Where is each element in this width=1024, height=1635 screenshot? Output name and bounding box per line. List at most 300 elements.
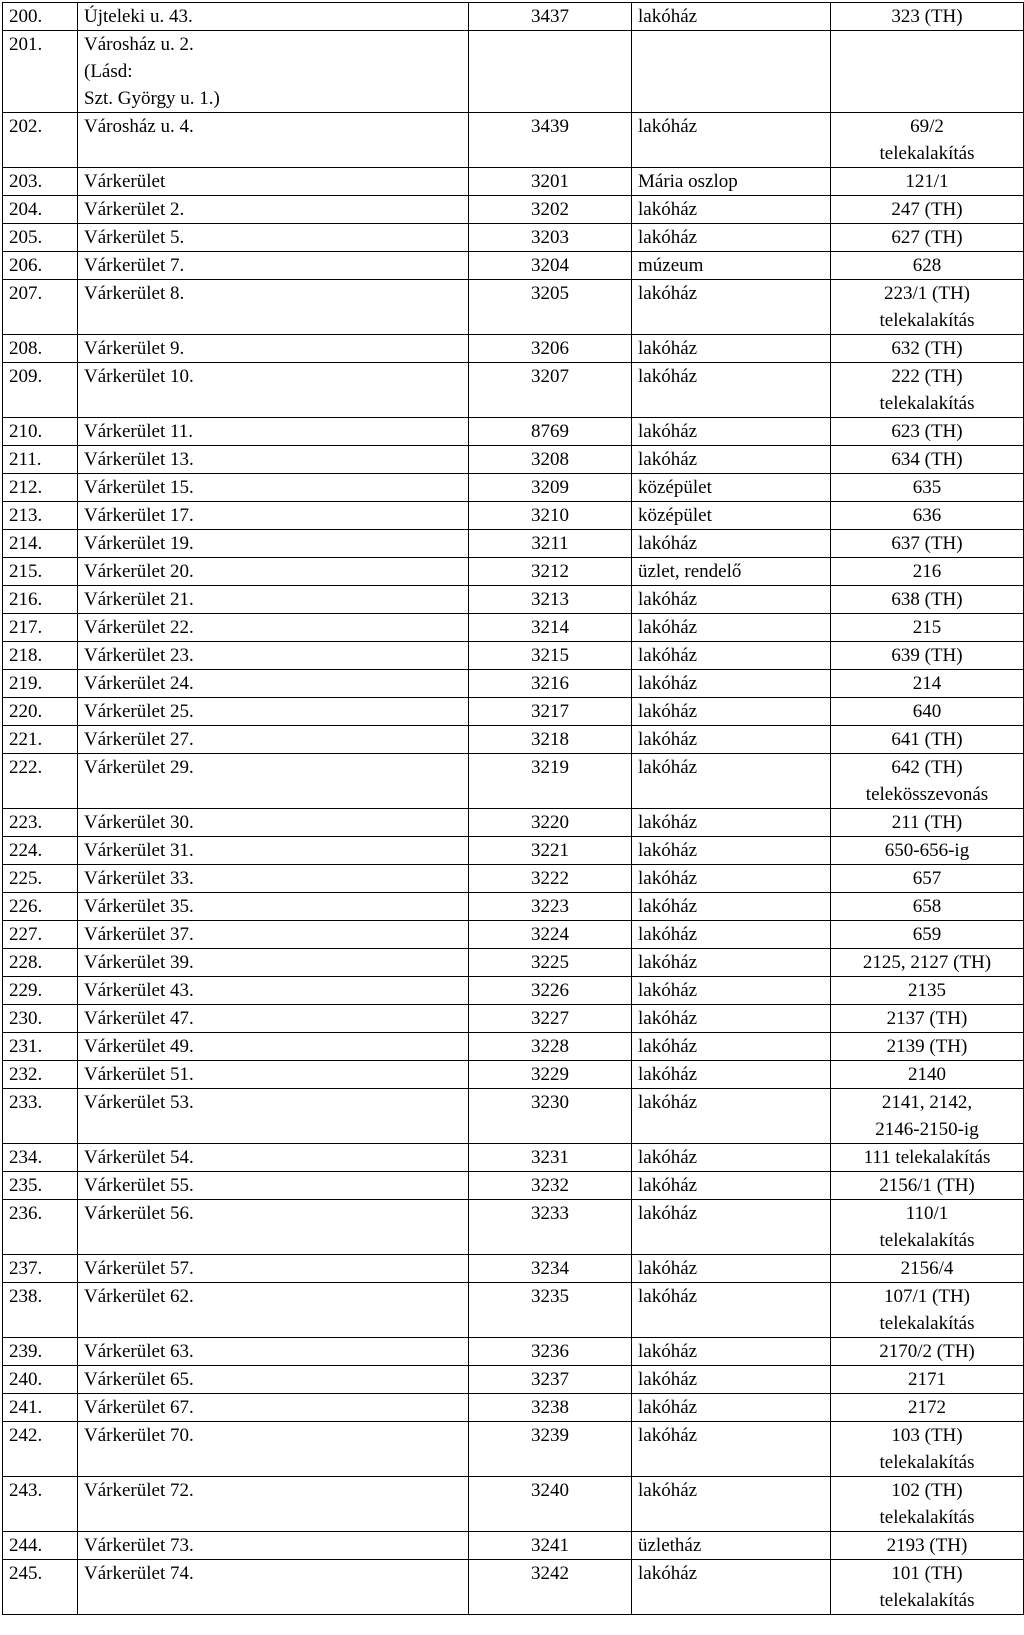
plot-reference-line: 650-656-ig — [884, 840, 970, 861]
row-number-cell — [3, 1366, 78, 1394]
address-cell — [78, 224, 469, 252]
row-number: 201. — [9, 34, 43, 55]
plot-reference-line: 640 — [912, 701, 942, 722]
address-cell — [78, 1338, 469, 1366]
table-row — [3, 1172, 1024, 1200]
row-number: 215. — [9, 561, 43, 582]
parcel-number-cell — [469, 949, 632, 977]
parcel-number: 3437 — [531, 6, 569, 27]
building-use: lakóház — [638, 421, 698, 442]
building-use-cell — [632, 252, 831, 280]
plot-reference-line: 636 — [912, 505, 942, 526]
plot-reference-line: 658 — [912, 896, 942, 917]
row-number: 218. — [9, 645, 43, 666]
plot-reference-line: telekösszevonás — [865, 784, 989, 805]
table-row — [3, 418, 1024, 446]
parcel-number: 3214 — [531, 617, 569, 638]
address-line: Várkerület 70. — [84, 1425, 194, 1446]
address-line: Várkerület 67. — [84, 1397, 194, 1418]
parcel-number-cell — [469, 474, 632, 502]
table-row — [3, 1477, 1024, 1532]
row-number-cell — [3, 502, 78, 530]
row-number: 203. — [9, 171, 43, 192]
plot-reference-line: 223/1 (TH) — [883, 283, 970, 304]
address-cell — [78, 1394, 469, 1422]
building-use-cell — [632, 1394, 831, 1422]
row-number: 242. — [9, 1425, 43, 1446]
table-row — [3, 558, 1024, 586]
table-row — [3, 977, 1024, 1005]
building-use-cell — [632, 1283, 831, 1338]
parcel-number-cell — [469, 670, 632, 698]
parcel-number: 8769 — [531, 421, 569, 442]
plot-reference-line: 2193 (TH) — [886, 1535, 968, 1556]
row-number-cell — [3, 335, 78, 363]
parcel-number-cell — [469, 893, 632, 921]
address-line: Várkerület 63. — [84, 1341, 194, 1362]
row-number-cell — [3, 1422, 78, 1477]
row-number-cell — [3, 1477, 78, 1532]
address-cell — [78, 474, 469, 502]
parcel-number-cell — [469, 921, 632, 949]
row-number: 228. — [9, 952, 43, 973]
building-use: lakóház — [638, 924, 698, 945]
address-cell — [78, 335, 469, 363]
table-row — [3, 502, 1024, 530]
parcel-number-cell — [469, 1200, 632, 1255]
parcel-number-cell — [469, 196, 632, 224]
address-line: (Lásd: — [84, 61, 133, 82]
plot-reference-cell — [831, 474, 1024, 502]
row-number: 231. — [9, 1036, 43, 1057]
table-row — [3, 474, 1024, 502]
plot-reference-line: 638 (TH) — [891, 589, 963, 610]
address-cell — [78, 893, 469, 921]
parcel-number: 3202 — [531, 199, 569, 220]
table-row — [3, 1283, 1024, 1338]
row-number-cell — [3, 31, 78, 113]
parcel-number: 3207 — [531, 366, 569, 387]
row-number: 205. — [9, 227, 43, 248]
building-use: lakóház — [638, 1008, 698, 1029]
building-use: lakóház — [638, 199, 698, 220]
plot-reference-line: 639 (TH) — [891, 645, 963, 666]
parcel-number-cell — [469, 335, 632, 363]
building-use: lakóház — [638, 1369, 698, 1390]
parcel-number-cell — [469, 1144, 632, 1172]
plot-reference-line: 634 (TH) — [891, 449, 963, 470]
plot-reference-cell — [831, 363, 1024, 418]
address-line: Várkerület — [84, 171, 166, 192]
building-use-cell — [632, 698, 831, 726]
table-row — [3, 726, 1024, 754]
address-line: Városház u. 2. — [84, 34, 194, 55]
building-use: lakóház — [638, 617, 698, 638]
plot-reference-line: telekalakítás — [879, 393, 975, 414]
parcel-number-cell — [469, 642, 632, 670]
plot-reference-cell — [831, 586, 1024, 614]
parcel-number-cell — [469, 1005, 632, 1033]
table-row — [3, 614, 1024, 642]
building-use: lakóház — [638, 533, 698, 554]
table-row — [3, 1033, 1024, 1061]
address-line: Várkerület 43. — [84, 980, 194, 1001]
plot-reference-line: 216 — [912, 561, 942, 582]
row-number: 227. — [9, 924, 43, 945]
row-number-cell — [3, 642, 78, 670]
parcel-number-cell — [469, 1283, 632, 1338]
parcel-number: 3229 — [531, 1064, 569, 1085]
address-line: Újteleki u. 43. — [84, 6, 193, 27]
building-use-cell — [632, 558, 831, 586]
row-number-cell — [3, 837, 78, 865]
row-number-cell — [3, 670, 78, 698]
row-number: 220. — [9, 701, 43, 722]
table-row — [3, 363, 1024, 418]
building-use-cell — [632, 446, 831, 474]
parcel-number: 3239 — [531, 1425, 569, 1446]
row-number: 233. — [9, 1092, 43, 1113]
parcel-number: 3210 — [531, 505, 569, 526]
row-number-cell — [3, 1172, 78, 1200]
plot-reference-cell — [831, 418, 1024, 446]
row-number-cell — [3, 168, 78, 196]
parcel-number-cell — [469, 363, 632, 418]
plot-reference-cell — [831, 1394, 1024, 1422]
row-number: 226. — [9, 896, 43, 917]
row-number: 243. — [9, 1480, 43, 1501]
parcel-number: 3232 — [531, 1175, 569, 1196]
parcel-number-cell — [469, 168, 632, 196]
parcel-number-cell — [469, 977, 632, 1005]
parcel-number-cell — [469, 614, 632, 642]
row-number-cell — [3, 1144, 78, 1172]
building-use: Mária oszlop — [638, 171, 738, 192]
plot-reference-cell — [831, 614, 1024, 642]
row-number-cell — [3, 446, 78, 474]
parcel-number: 3439 — [531, 116, 569, 137]
address-line: Várkerület 74. — [84, 1563, 194, 1584]
parcel-number-cell — [469, 1532, 632, 1560]
address-line: Várkerület 54. — [84, 1147, 194, 1168]
building-use: lakóház — [638, 840, 698, 861]
plot-reference-cell — [831, 31, 1024, 113]
parcel-number: 3217 — [531, 701, 569, 722]
row-number: 209. — [9, 366, 43, 387]
plot-reference-line: 641 (TH) — [891, 729, 963, 750]
row-number-cell — [3, 614, 78, 642]
plot-reference-cell — [831, 3, 1024, 31]
plot-reference-cell — [831, 113, 1024, 168]
parcel-number-cell — [469, 252, 632, 280]
address-line: Várkerület 37. — [84, 924, 194, 945]
table-row — [3, 670, 1024, 698]
plot-reference-line: 632 (TH) — [891, 338, 963, 359]
address-cell — [78, 1005, 469, 1033]
building-use: lakóház — [638, 729, 698, 750]
address-cell — [78, 168, 469, 196]
table-row — [3, 893, 1024, 921]
address-line: Várkerület 21. — [84, 589, 194, 610]
address-line: Várkerület 31. — [84, 840, 194, 861]
address-cell — [78, 1033, 469, 1061]
table-row — [3, 335, 1024, 363]
table-row — [3, 1144, 1024, 1172]
address-cell — [78, 252, 469, 280]
address-line: Várkerület 23. — [84, 645, 194, 666]
building-use-cell — [632, 921, 831, 949]
parcel-number-cell — [469, 1560, 632, 1615]
building-use: középület — [638, 505, 712, 526]
table-row — [3, 809, 1024, 837]
parcel-number: 3209 — [531, 477, 569, 498]
plot-reference-cell — [831, 670, 1024, 698]
plot-reference-line: 635 — [912, 477, 942, 498]
address-line: Várkerület 62. — [84, 1286, 194, 1307]
plot-reference-cell — [831, 893, 1024, 921]
address-line: Várkerület 29. — [84, 757, 194, 778]
plot-reference-line: 69/2 — [910, 116, 944, 137]
row-number-cell — [3, 1089, 78, 1144]
plot-reference-cell — [831, 1172, 1024, 1200]
row-number-cell — [3, 1532, 78, 1560]
building-use-cell — [632, 1172, 831, 1200]
table-row — [3, 1200, 1024, 1255]
building-use-cell — [632, 1089, 831, 1144]
plot-reference-cell — [831, 1532, 1024, 1560]
building-use: lakóház — [638, 1203, 698, 1224]
row-number: 219. — [9, 673, 43, 694]
parcel-number: 3240 — [531, 1480, 569, 1501]
parcel-number-cell — [469, 113, 632, 168]
address-cell — [78, 809, 469, 837]
row-number: 213. — [9, 505, 43, 526]
building-use: lakóház — [638, 1258, 698, 1279]
building-use-cell — [632, 168, 831, 196]
address-line: Várkerület 11. — [84, 421, 194, 442]
address-line: Várkerület 8. — [84, 283, 185, 304]
address-cell — [78, 642, 469, 670]
plot-reference-cell — [831, 1005, 1024, 1033]
building-use-cell — [632, 1144, 831, 1172]
row-number: 206. — [9, 255, 43, 276]
parcel-number-cell — [469, 754, 632, 809]
address-cell — [78, 670, 469, 698]
address-line: Várkerület 24. — [84, 673, 194, 694]
address-line: Várkerület 49. — [84, 1036, 194, 1057]
address-cell — [78, 1255, 469, 1283]
building-use: lakóház — [638, 1397, 698, 1418]
building-use: lakóház — [638, 1064, 698, 1085]
row-number: 211. — [9, 449, 42, 470]
parcel-number: 3208 — [531, 449, 569, 470]
row-number-cell — [3, 949, 78, 977]
address-line: Várkerület 7. — [84, 255, 185, 276]
address-cell — [78, 586, 469, 614]
row-number-cell — [3, 921, 78, 949]
address-cell — [78, 1200, 469, 1255]
parcel-number-cell — [469, 1366, 632, 1394]
plot-reference-cell — [831, 1033, 1024, 1061]
plot-reference-cell — [831, 726, 1024, 754]
row-number: 238. — [9, 1286, 43, 1307]
plot-reference-line: 2125, 2127 (TH) — [862, 952, 992, 973]
row-number-cell — [3, 3, 78, 31]
table-body — [3, 3, 1024, 1615]
address-line: Várkerület 65. — [84, 1369, 194, 1390]
plot-reference-line: telekalakítás — [879, 143, 975, 164]
row-number: 234. — [9, 1147, 43, 1168]
building-use-cell — [632, 754, 831, 809]
table-row — [3, 642, 1024, 670]
row-number-cell — [3, 809, 78, 837]
plot-reference-line: 2170/2 (TH) — [879, 1341, 975, 1362]
parcel-number: 3241 — [531, 1535, 569, 1556]
plot-reference-cell — [831, 949, 1024, 977]
plot-reference-cell — [831, 280, 1024, 335]
parcel-number: 3215 — [531, 645, 569, 666]
plot-reference-line: 2146-2150-ig — [875, 1119, 979, 1140]
row-number: 225. — [9, 868, 43, 889]
plot-reference-line: 628 — [912, 255, 942, 276]
table-row — [3, 280, 1024, 335]
building-use: lakóház — [638, 1480, 698, 1501]
address-cell — [78, 363, 469, 418]
plot-reference-line: 2135 — [908, 980, 946, 1001]
row-number: 202. — [9, 116, 43, 137]
row-number-cell — [3, 530, 78, 558]
row-number: 244. — [9, 1535, 43, 1556]
plot-reference-cell — [831, 168, 1024, 196]
plot-reference-cell — [831, 698, 1024, 726]
address-cell — [78, 1089, 469, 1144]
address-line: Várkerület 47. — [84, 1008, 194, 1029]
plot-reference-cell — [831, 1144, 1024, 1172]
address-line: Várkerület 25. — [84, 701, 194, 722]
address-cell — [78, 418, 469, 446]
building-use-cell — [632, 3, 831, 31]
row-number-cell — [3, 1061, 78, 1089]
parcel-number: 3226 — [531, 980, 569, 1001]
parcel-number-cell — [469, 1255, 632, 1283]
address-line: Várkerület 51. — [84, 1064, 194, 1085]
address-cell — [78, 1422, 469, 1477]
address-cell — [78, 949, 469, 977]
plot-reference-cell — [831, 502, 1024, 530]
plot-reference-cell — [831, 1338, 1024, 1366]
row-number: 216. — [9, 589, 43, 610]
row-number-cell — [3, 893, 78, 921]
row-number: 217. — [9, 617, 43, 638]
plot-reference-line: 657 — [912, 868, 942, 889]
plot-reference-cell — [831, 1255, 1024, 1283]
plot-reference-cell — [831, 224, 1024, 252]
building-use-cell — [632, 1477, 831, 1532]
plot-reference-line: 323 (TH) — [891, 6, 963, 27]
address-cell — [78, 698, 469, 726]
plot-reference-line: 121/1 — [905, 171, 949, 192]
plot-reference-cell — [831, 1089, 1024, 1144]
address-cell — [78, 837, 469, 865]
building-use-cell — [632, 1422, 831, 1477]
table-row — [3, 1061, 1024, 1089]
plot-reference-line: 111 telekalakítás — [863, 1147, 991, 1168]
address-line: Várkerület 19. — [84, 533, 194, 554]
address-line: Várkerület 9. — [84, 338, 185, 359]
plot-reference-cell — [831, 335, 1024, 363]
row-number-cell — [3, 1283, 78, 1338]
row-number: 210. — [9, 421, 43, 442]
address-line: Várkerület 39. — [84, 952, 194, 973]
row-number-cell — [3, 1560, 78, 1615]
table-row — [3, 1366, 1024, 1394]
plot-reference-line: telekalakítás — [879, 310, 975, 331]
plot-reference-line: telekalakítás — [879, 1313, 975, 1334]
parcel-number-cell — [469, 31, 632, 113]
plot-reference-line: 2172 — [908, 1397, 946, 1418]
parcel-number: 3218 — [531, 729, 569, 750]
plot-reference-line: 623 (TH) — [891, 421, 963, 442]
plot-reference-line: 2141, 2142, — [881, 1092, 973, 1113]
plot-reference-line: 659 — [912, 924, 942, 945]
plot-reference-cell — [831, 809, 1024, 837]
parcel-number: 3227 — [531, 1008, 569, 1029]
plot-reference-line: 101 (TH) — [891, 1563, 963, 1584]
row-number-cell — [3, 558, 78, 586]
building-use-cell — [632, 1033, 831, 1061]
plot-reference-line: 642 (TH) — [891, 757, 963, 778]
row-number: 230. — [9, 1008, 43, 1029]
address-line: Várkerület 56. — [84, 1203, 194, 1224]
plot-reference-line: telekalakítás — [879, 1452, 975, 1473]
building-use-cell — [632, 196, 831, 224]
plot-reference-line: telekalakítás — [879, 1230, 975, 1251]
address-line: Várkerület 15. — [84, 477, 194, 498]
plot-reference-cell — [831, 1061, 1024, 1089]
parcel-number: 3233 — [531, 1203, 569, 1224]
building-use: lakóház — [638, 1175, 698, 1196]
building-use-cell — [632, 530, 831, 558]
building-use: lakóház — [638, 952, 698, 973]
parcel-number-cell — [469, 1422, 632, 1477]
plot-reference-cell — [831, 1422, 1024, 1477]
building-use-cell — [632, 1061, 831, 1089]
address-cell — [78, 865, 469, 893]
row-number-cell — [3, 280, 78, 335]
parcel-number-cell — [469, 809, 632, 837]
row-number: 235. — [9, 1175, 43, 1196]
building-use: lakóház — [638, 1425, 698, 1446]
address-cell — [78, 113, 469, 168]
building-use-cell — [632, 1338, 831, 1366]
row-number-cell — [3, 1255, 78, 1283]
building-use-cell — [632, 1366, 831, 1394]
plot-reference-cell — [831, 865, 1024, 893]
parcel-number-cell — [469, 502, 632, 530]
row-number: 224. — [9, 840, 43, 861]
parcel-number: 3203 — [531, 227, 569, 248]
address-line: Várkerület 30. — [84, 812, 194, 833]
building-use-cell — [632, 893, 831, 921]
parcel-number: 3234 — [531, 1258, 569, 1279]
address-line: Várkerület 2. — [84, 199, 185, 220]
address-cell — [78, 1061, 469, 1089]
row-number: 223. — [9, 812, 43, 833]
parcel-number: 3204 — [531, 255, 569, 276]
plot-reference-line: 627 (TH) — [891, 227, 963, 248]
table-row — [3, 921, 1024, 949]
parcel-number: 3235 — [531, 1286, 569, 1307]
